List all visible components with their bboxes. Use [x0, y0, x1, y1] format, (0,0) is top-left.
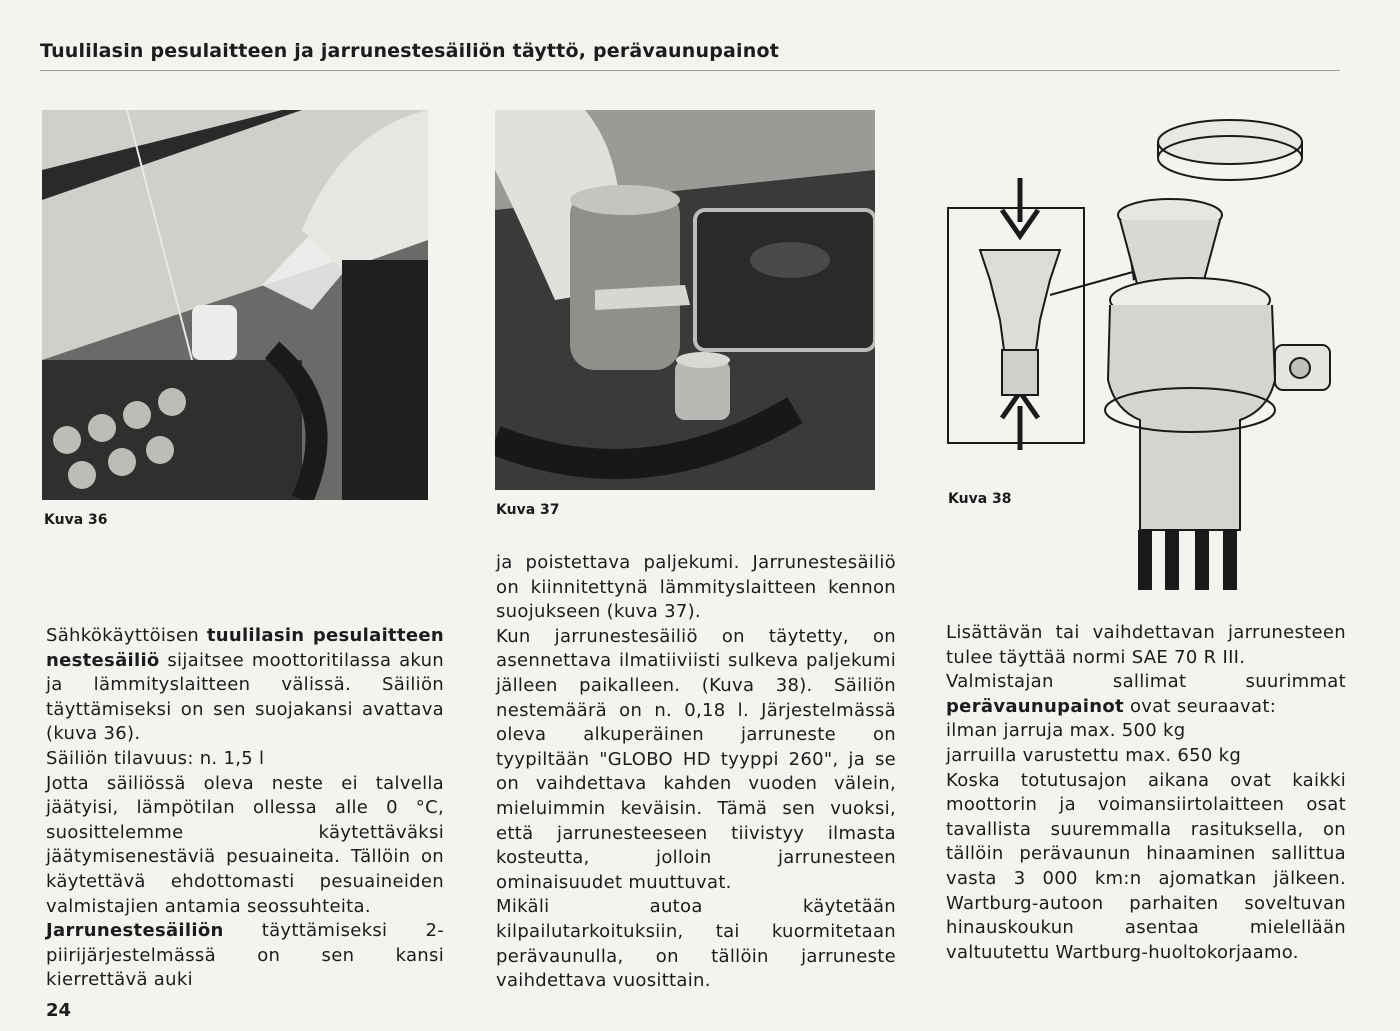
col3-p2-text-a: Valmistajan sallimat suurimmat: [946, 671, 1346, 693]
col2-paragraph-2: Kun jarrunestesäiliö on täytetty, on asennettava ilmatiiviisti sulkeva paljekumi jälleen paikalleen. (Kuva 38). Säiliön nestemäärä on n. 0,18 l. Järjestelmässä oleva alkuperäinen jarruneste on tyypiltään "GLOBO HD tyyppi 260", ja se on vaihdettava kahden vuoden välein, mieluimmin keväisin. Tämä sen vuoksi, että jarrunesteeseen tiivistyy ilmasta kosteutta, jolloin jarrunesteen ominaisuudet muuttuvat.: [496, 625, 896, 893]
text-column-1: [46, 624, 444, 993]
col2-paragraph-3: Mikäli autoa käytetään kilpailutarkoituksiin, tai kuormitetaan perävaunulla, on tällöin jarruneste vaihdettava vuosittain.: [496, 896, 896, 992]
page-title: Tuulilasin pesulaitteen ja jarrunestesäiliön täyttö, perävaunupainot: [40, 40, 780, 62]
text-column-3: [946, 621, 1346, 965]
col1-p1-text-a: Sähkökäyttöisen: [46, 625, 207, 646]
col1-paragraph-4: [46, 919, 444, 993]
caption-fig38: Kuva 38: [948, 491, 1012, 507]
drawing-brake-reservoir: [940, 110, 1340, 590]
caption-fig37: Kuva 37: [496, 502, 560, 518]
text-column-2: [496, 551, 896, 994]
page-header: [40, 40, 1340, 71]
photo-washer-reservoir: [42, 110, 428, 500]
col3-p2-bold-term: perävaunupainot: [946, 695, 1124, 717]
col2-paragraph-1: ja poistettava paljekumi. Jarrunestesäiliö on kiinnitettynä lämmityslaitteen kennon suojukseen (kuva 37).: [496, 552, 896, 623]
col1-paragraph-3: Jotta säiliössä oleva neste ei talvella jäätyisi, lämpötilan ollessa alle 0 °C, suosittelemme käytettäväksi jäätymisenestäviä pesuaineita. Tällöin on käytettävä ehdottomasti pesuaineiden valmistajien antamia seossuhteita.: [46, 772, 444, 917]
col3-paragraph-5: Koska totutusajon aikana ovat kaikki moottorin ja voimansiirtolaitteen osat tavallista suuremmalla rasituksella, on tällöin perävaunun hinaaminen sallittua vasta 3 000 km:n ajomatkan jälkeen. Wartburg-autoon parhaiten soveltuvan hinauskoukun asentaa mielellään valtuutettu Wartburg-huoltokorjaamo.: [946, 769, 1346, 963]
col1-p4-text: täyttämiseksi 2-piirijärjestelmässä on sen kansi kierrettävä auki: [46, 920, 444, 991]
col1-paragraph-2: Säiliön tilavuus: n. 1,5 l: [46, 747, 265, 769]
photo-brake-reservoir: [495, 110, 875, 490]
col3-p2-text-c: ovat seuraavat:: [1123, 695, 1277, 717]
col1-paragraph-1: [46, 624, 444, 747]
page-number: 24: [46, 1000, 72, 1021]
col1-p4-bold-term: Jarrunestesäiliön: [46, 920, 224, 942]
col3-paragraph-3: ilman jarruja max. 500 kg: [946, 720, 1186, 742]
col1-p1-bold-term: tuulilasin pesulaitteen nestesäiliö: [46, 625, 444, 671]
caption-fig36: Kuva 36: [44, 512, 108, 528]
col3-paragraph-4: jarruilla varustettu max. 650 kg: [946, 744, 1242, 766]
col3-paragraph-2: [946, 670, 1346, 719]
col3-paragraph-1: Lisättävän tai vaihdettavan jarrunesteen tulee täyttää normi SAE 70 R III.: [946, 622, 1346, 668]
col1-p1-text-c: sijaitsee moottoritilassa akun ja lämmityslaitteen välissä. Säiliön täyttämiseksi on sen suojakansi avattava (kuva 36).: [46, 649, 444, 745]
